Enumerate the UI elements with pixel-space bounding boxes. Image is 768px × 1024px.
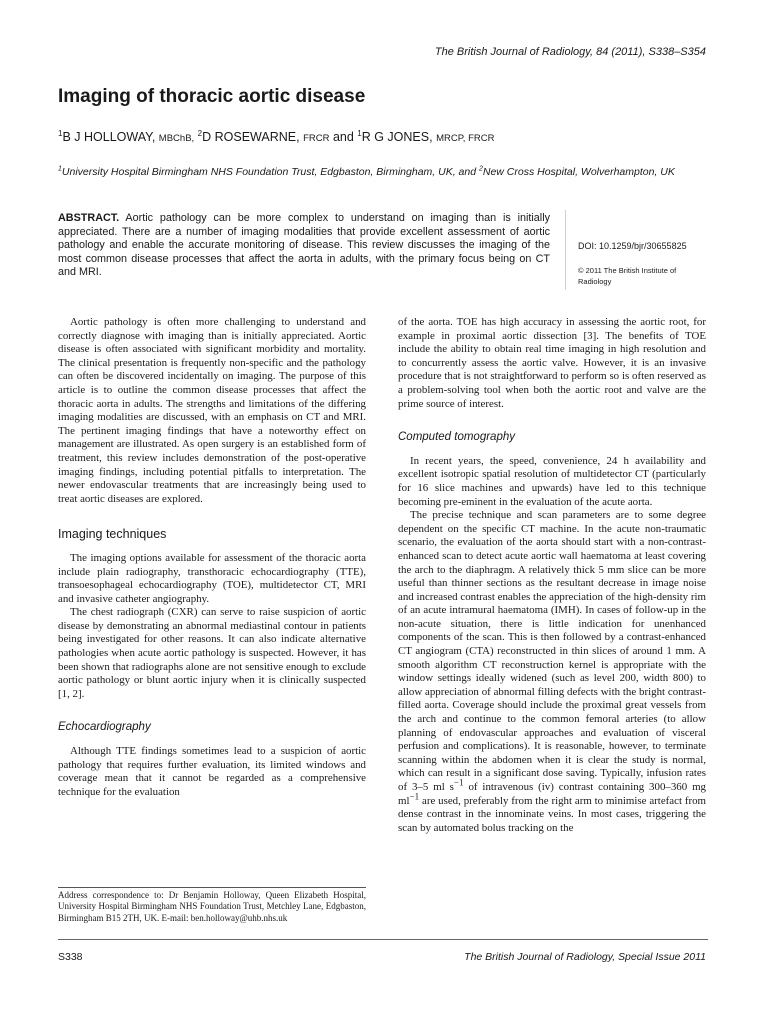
affiliations: [58, 165, 708, 180]
unit-superscript-2: −1: [409, 790, 420, 801]
affil-2-marker: 2: [478, 165, 483, 173]
doi[interactable]: DOI: 10.1259/bjr/30655825: [578, 241, 687, 251]
journal-name: The British Journal of Radiology,: [434, 46, 594, 58]
copyright-notice: © 2011 The British Institute of Radiology: [578, 266, 677, 286]
imaging-techniques-paragraph-1: The imaging options available for assessment of the thoracic aorta include plain radiography, transthoracic echocardiography (TTE), transoesophageal echocardiography (TOE), multidetector CT, MRI and invasive catheter angiography.: [58, 551, 366, 605]
ct-paragraph-2: [398, 509, 706, 835]
author-2-name: D ROSEWARNE,: [202, 130, 300, 144]
ct-paragraph-2-part-a: The precise technique and scan parameters are to some degree dependent on the specific CT machine. In the acute non-traumatic scenario, the evaluation of the aorta should start with a non-contrast-enhanced scan to detect acute aortic wall haematoma at least covering the arch to the diaphragm. A relatively thick 5 mm slice can be more useful than thinner sections as the resultant decrease in image noise and increased contrast enables the appreciation of the high-density rim of an acute intramural haematoma (IMH). In cases of follow-up in the non-acute situation, there is little indication for unenhanced components of the scan. This is then followed by a contrast-enhanced CT angiogram (CTA) reconstructed in thin slices of around 1 mm. A smooth algorithm CT reconstruction kernel is appropriate with the window settings ideally widened (such as level 200, width 800) to allow appreciation of abnormal filling defects with the bright contrast-filled aorta. Coverage should include the proximal great vessels from the arch and continue to the common femoral arteries (to allow planning of endovascular approaches and evaluation of visceral perfusion and complications). It is reasonable, however, to terminate scanning within the abdomen when it is clear the study is normal, which can result in a significant dose saving. Typically, infusion rates of 3–5 ml s: [398, 509, 706, 793]
author-3-degree: MRCP, FRCR: [436, 133, 495, 144]
echocardiography-paragraph: Although TTE findings sometimes lead to a suspicion of aortic pathology that requires further evaluation, its limited windows and coverage mean that it cannot be regarded as a comprehensive technique for the evaluation: [58, 745, 366, 798]
ct-paragraph-1: In recent years, the speed, convenience, 24 h availability and excellent isotropic spatial resolution of multidetector CT (particularly for 16 slice machines and upwards) have led to this technique becoming pre-eminent in the evaluation of the acute aorta.: [398, 454, 706, 508]
journal-volume: 84: [596, 46, 609, 58]
unit-superscript-1: −1: [453, 777, 464, 788]
correspondence-footnote: Address correspondence to: Dr Benjamin Holloway, Queen Elizabeth Hospital, University Hospital Birmingham NHS Foundation Trust, Metchley Lane, Edgbaston, Birmingham B15 2TH, UK. E-mail: ben.holloway@uhb.nhs.uk: [58, 890, 366, 923]
ct-paragraph-2-part-b: of intravenous (iv) contrast containing 300–360 mg ml: [398, 781, 706, 807]
journal-header: [435, 46, 706, 58]
abstract-label: ABSTRACT.: [58, 212, 120, 224]
author-3-affil: 1: [357, 128, 362, 138]
author-3-name: R G JONES,: [361, 130, 433, 144]
author-2-degree: FRCR: [303, 133, 330, 144]
intro-paragraph: Aortic pathology is often more challenging to understand and correctly diagnose with imaging than is initially appreciated. Aortic disease is often associated with significant morbidity and mortality. The clinical presentation is frequently non-specific and the pathology can often be discovered incidentally on imaging. The purpose of this article is to outline the common disease processes that affect the thoracic aorta in adults. The strengths and limitations of the differing imaging modalities are discussed, with an emphasis on CT and MRI. The pertinent imaging findings that have a noteworthy effect on management are illustrated. As open surgery is an established form of treatment, this review includes demonstration of the post-operative imaging findings, including potential pitfalls to interpretation. The newer endovascular treatments that are increasingly being used to treat aortic diseases are explored.: [58, 316, 366, 505]
affil-1-text: University Hospital Birmingham NHS Foundation Trust, Edgbaston, Birmingham, UK, and: [61, 166, 479, 178]
authors-and: and: [332, 130, 354, 144]
author-1-name: B J HOLLOWAY,: [62, 130, 156, 144]
abstract-divider: [565, 210, 566, 290]
page-number: S338: [58, 951, 83, 963]
footer-journal-name: The British Journal of Radiology, Special Issue 2011: [464, 951, 706, 963]
author-1-affil: 1: [58, 128, 63, 138]
ct-paragraph-2-part-c: are used, preferably from the right arm to minimise artefact from dense contrast in the innominate veins. In most cases, triggering the scan by automated bolus tracking on the: [398, 794, 706, 834]
right-column: [398, 316, 706, 835]
abstract: [58, 212, 550, 280]
journal-year-pages: (2011), S338–S354: [611, 46, 706, 58]
affil-2-text: New Cross Hospital, Wolverhampton, UK: [482, 166, 675, 178]
author-1-degree: MBChB,: [158, 133, 195, 144]
subsection-heading-echocardiography: Echocardiography: [58, 721, 151, 734]
subsection-heading-computed-tomography: Computed tomography: [398, 431, 515, 444]
imaging-techniques-paragraph-2: The chest radiograph (CXR) can serve to raise suspicion of aortic disease by demonstrating an abnormal mediastinal contour in patients being investigated for other reasons. It can also indicate alternative pathologies when acute aortic pathology is suspected. However, it has been shown that radiographs alone are not sensitive enough to exclude aortic pathology or blunt aortic injury when it is clinically suspected [1, 2].: [58, 606, 366, 700]
continued-paragraph: of the aorta. TOE has high accuracy in assessing the aortic root, for example in proximal aortic dissection [3]. The benefits of TOE include the ability to obtain real time imaging in high resolution and to concurrently assess the aortic valve. However, it is an invasive procedure that is not straightforward to perform so is often reserved as a problem-solving tool when both the aortic root and valve are the prime source of interest.: [398, 316, 706, 410]
article-title: Imaging of thoracic aortic disease: [58, 86, 366, 107]
section-heading-imaging-techniques: Imaging techniques: [58, 527, 167, 542]
author-2-affil: 2: [197, 128, 203, 138]
left-column: [58, 316, 366, 799]
footer-rule: [58, 939, 708, 940]
footnote-rule: [58, 887, 366, 888]
author-list: [58, 130, 494, 144]
affil-1-marker: 1: [58, 165, 62, 173]
abstract-text: Aortic pathology can be more complex to understand on imaging than is initially appreciated. There are a number of imaging modalities that provide excellent assessment of aortic pathology and enable the accurate monitoring of disease. This review discusses the imaging of the most common disease processes that affect the aorta in adults, with the primary focus being on CT and MRI.: [58, 212, 551, 279]
